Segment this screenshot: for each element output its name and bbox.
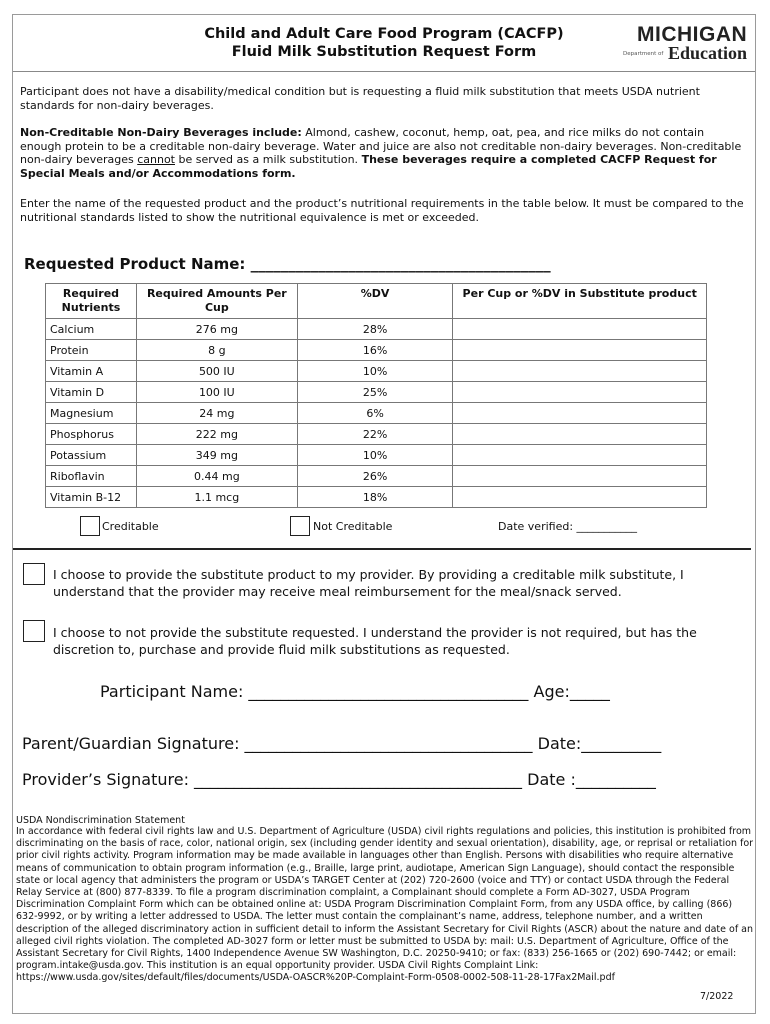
michigan-education-logo: [623, 21, 748, 69]
nutrient-name: Phosphorus: [46, 424, 137, 445]
nutrient-amount: 276 mg: [136, 319, 297, 340]
nutrient-row: [46, 340, 707, 361]
substitute-value-input[interactable]: [453, 424, 707, 445]
nutrient-name: Protein: [46, 340, 137, 361]
nutrient-name: Vitamin B-12: [46, 487, 137, 508]
not-creditable-checkbox[interactable]: [290, 516, 310, 536]
substitute-value-input[interactable]: [453, 487, 707, 508]
non-creditable-text: Almond, cashew, coconut, hemp, oat, pea, and rice milks do not contain enough protein to be a creditable non-dairy beverage. Water and juice are also not creditable non-dairy beverages. Non-creditable non-dairy beverages: [20, 126, 742, 166]
nutrient-row: [46, 382, 707, 403]
nutrient-row: [46, 403, 707, 424]
nutrient-dv: 25%: [297, 382, 453, 403]
nutrient-name: Vitamin A: [46, 361, 137, 382]
intro-paragraph-2: [20, 126, 745, 180]
nutrient-dv: 10%: [297, 361, 453, 382]
nutrient-amount: 1.1 mcg: [136, 487, 297, 508]
provide-substitute-checkbox[interactable]: [23, 563, 45, 585]
date-verified-field[interactable]: Date verified: ___________: [498, 520, 638, 533]
nutrient-row: [46, 487, 707, 508]
participant-name-age-field[interactable]: Participant Name: ___________________________________ Age:_____: [100, 682, 610, 701]
nutrient-amount: 100 IU: [136, 382, 297, 403]
provide-substitute-text: I choose to provide the substitute product to my provider. By providing a creditable milk substitute, I understand that the provider may receive meal reimbursement for the meal/snack served.: [53, 567, 684, 599]
header-required-amounts: Required Amounts Per Cup: [136, 284, 297, 319]
substitute-value-input[interactable]: [453, 403, 707, 424]
provider-signature-date-field[interactable]: Provider’s Signature: _________________________________________ Date :__________: [22, 770, 656, 789]
intro-paragraph-1: Participant does not have a disability/medical condition but is requesting a fluid milk substitution that meets USDA nutrient standards for non-dairy beverages.: [20, 85, 700, 112]
substitute-value-input[interactable]: [453, 340, 707, 361]
requirement-bold-text: These beverages require a completed CACFP Request for Special Meals and/or Accommodations form.: [20, 153, 717, 180]
nutrient-amount: 349 mg: [136, 445, 297, 466]
creditable-checkbox[interactable]: [80, 516, 100, 536]
substitute-value-input[interactable]: [453, 445, 707, 466]
substitute-value-input[interactable]: [453, 382, 707, 403]
logo-dept-text: Department of: [623, 51, 664, 57]
parent-signature-date-field[interactable]: Parent/Guardian Signature: ____________________________________ Date:__________: [22, 734, 662, 753]
nutrient-dv: 10%: [297, 445, 453, 466]
nutrient-row: [46, 466, 707, 487]
nutrient-name: Vitamin D: [46, 382, 137, 403]
form-header: [13, 15, 755, 72]
nutrient-dv: 6%: [297, 403, 453, 424]
nutrient-table: [45, 283, 707, 508]
nutrient-amount: 8 g: [136, 340, 297, 361]
non-creditable-heading: Non-Creditable Non-Dairy Beverages include:: [20, 126, 302, 139]
intro-paragraph-3: Enter the name of the requested product and the product’s nutritional requirements in the table below. It must be compared to the nutritional standards listed to show the nutritional equivalence is met or exceeded.: [20, 197, 744, 224]
nutrient-dv: 16%: [297, 340, 453, 361]
not-provide-substitute-checkbox[interactable]: [23, 620, 45, 642]
nutrient-amount: 24 mg: [136, 403, 297, 424]
nutrient-dv: 26%: [297, 466, 453, 487]
nutrient-name: Potassium: [46, 445, 137, 466]
substitute-value-input[interactable]: [453, 361, 707, 382]
title-line2: Fluid Milk Substitution Request Form: [231, 44, 537, 60]
logo-education-text: Education: [668, 43, 748, 63]
not-provide-substitute-text: I choose to not provide the substitute requested. I understand the provider is not required, but has the discretion to, purchase and provide fluid milk substitutions as requested.: [53, 625, 697, 657]
nutrient-dv: 18%: [297, 487, 453, 508]
not-creditable-label: Not Creditable: [313, 520, 393, 533]
nondiscrimination-heading: USDA Nondiscrimination Statement: [16, 815, 185, 826]
header-required-nutrients: Required Nutrients: [46, 284, 137, 319]
nutrient-row: [46, 361, 707, 382]
logo-michigan-text: MICHIGAN: [637, 23, 748, 46]
nutrient-name: Riboflavin: [46, 466, 137, 487]
nutrient-amount: 0.44 mg: [136, 466, 297, 487]
nutrient-amount: 500 IU: [136, 361, 297, 382]
cannot-underlined: cannot: [137, 153, 175, 166]
nutrient-dv: 28%: [297, 319, 453, 340]
section-divider: [13, 548, 751, 550]
title-line1: Child and Adult Care Food Program (CACFP): [204, 26, 564, 42]
nutrient-dv: 22%: [297, 424, 453, 445]
substitute-value-input[interactable]: [453, 466, 707, 487]
nutrient-amount: 222 mg: [136, 424, 297, 445]
nutrient-name: Magnesium: [46, 403, 137, 424]
substitute-value-input[interactable]: [453, 319, 707, 340]
requested-product-name-field[interactable]: Requested Product Name: ________________________________________: [24, 255, 551, 273]
nutrient-row: [46, 445, 707, 466]
nutrient-name: Calcium: [46, 319, 137, 340]
creditable-label: Creditable: [102, 520, 159, 533]
header-substitute-product: Per Cup or %DV in Substitute product: [453, 284, 707, 319]
revision-date: 7/2022: [700, 991, 734, 1002]
nutrient-row: [46, 424, 707, 445]
nondiscrimination-statement: In accordance with federal civil rights law and U.S. Department of Agriculture (USDA) civil rights regulations and policies, this institution is prohibited from discriminating on the basis of race, color, national origin, sex (including gender identity and sexual orientation), disability, age, or reprisal or retaliation for prior civil rights activity. Program information may be made available in languages other than English. Persons with disabilities who require alternative means of communication to obtain program information (e.g., Braille, large print, audiotape, American Sign Language), should contact the responsible state or local agency that administers the program or USDA’s TARGET Center at (202) 720-2600 (voice and TTY) or contact USDA through the Federal Relay Service at (800) 877-8339. To file a program discrimination complaint, a Complainant should complete a Form AD-3027, USDA Program Discrimination Complaint Form which can be obtained online at: USDA Program Discrimination Complaint Form, from any USDA office, by calling (866) 632-9992, or by writing a letter addressed to USDA. The letter must contain the complainant’s name, address, telephone number, and a written description of the alleged discriminatory action in sufficient detail to inform the Assistant Secretary for Civil Rights (ASCR) about the nature and date of an alleged civil rights violation. The completed AD-3027 form or letter must be submitted to USDA by: mail: U.S. Department of Agriculture, Office of the Assistant Secretary for Civil Rights, 1400 Independence Avenue SW Washington, D.C. 20250-9410; or fax: (833) 256-1665 or (202) 690-7442; or email: program.intake@usda.gov. This institution is an equal opportunity provider. USDA Civil Rights Complaint Link: https://www.usda.gov/sites/default/files/documents/USDA-OASCR%20P-Complaint-Form-0508-0002-508-11-28-17Fax2Mail.pdf: [16, 826, 754, 984]
nutrient-row: [46, 319, 707, 340]
non-creditable-text-2: be served as a milk substitution.: [175, 153, 362, 166]
header-dv: %DV: [297, 284, 453, 319]
